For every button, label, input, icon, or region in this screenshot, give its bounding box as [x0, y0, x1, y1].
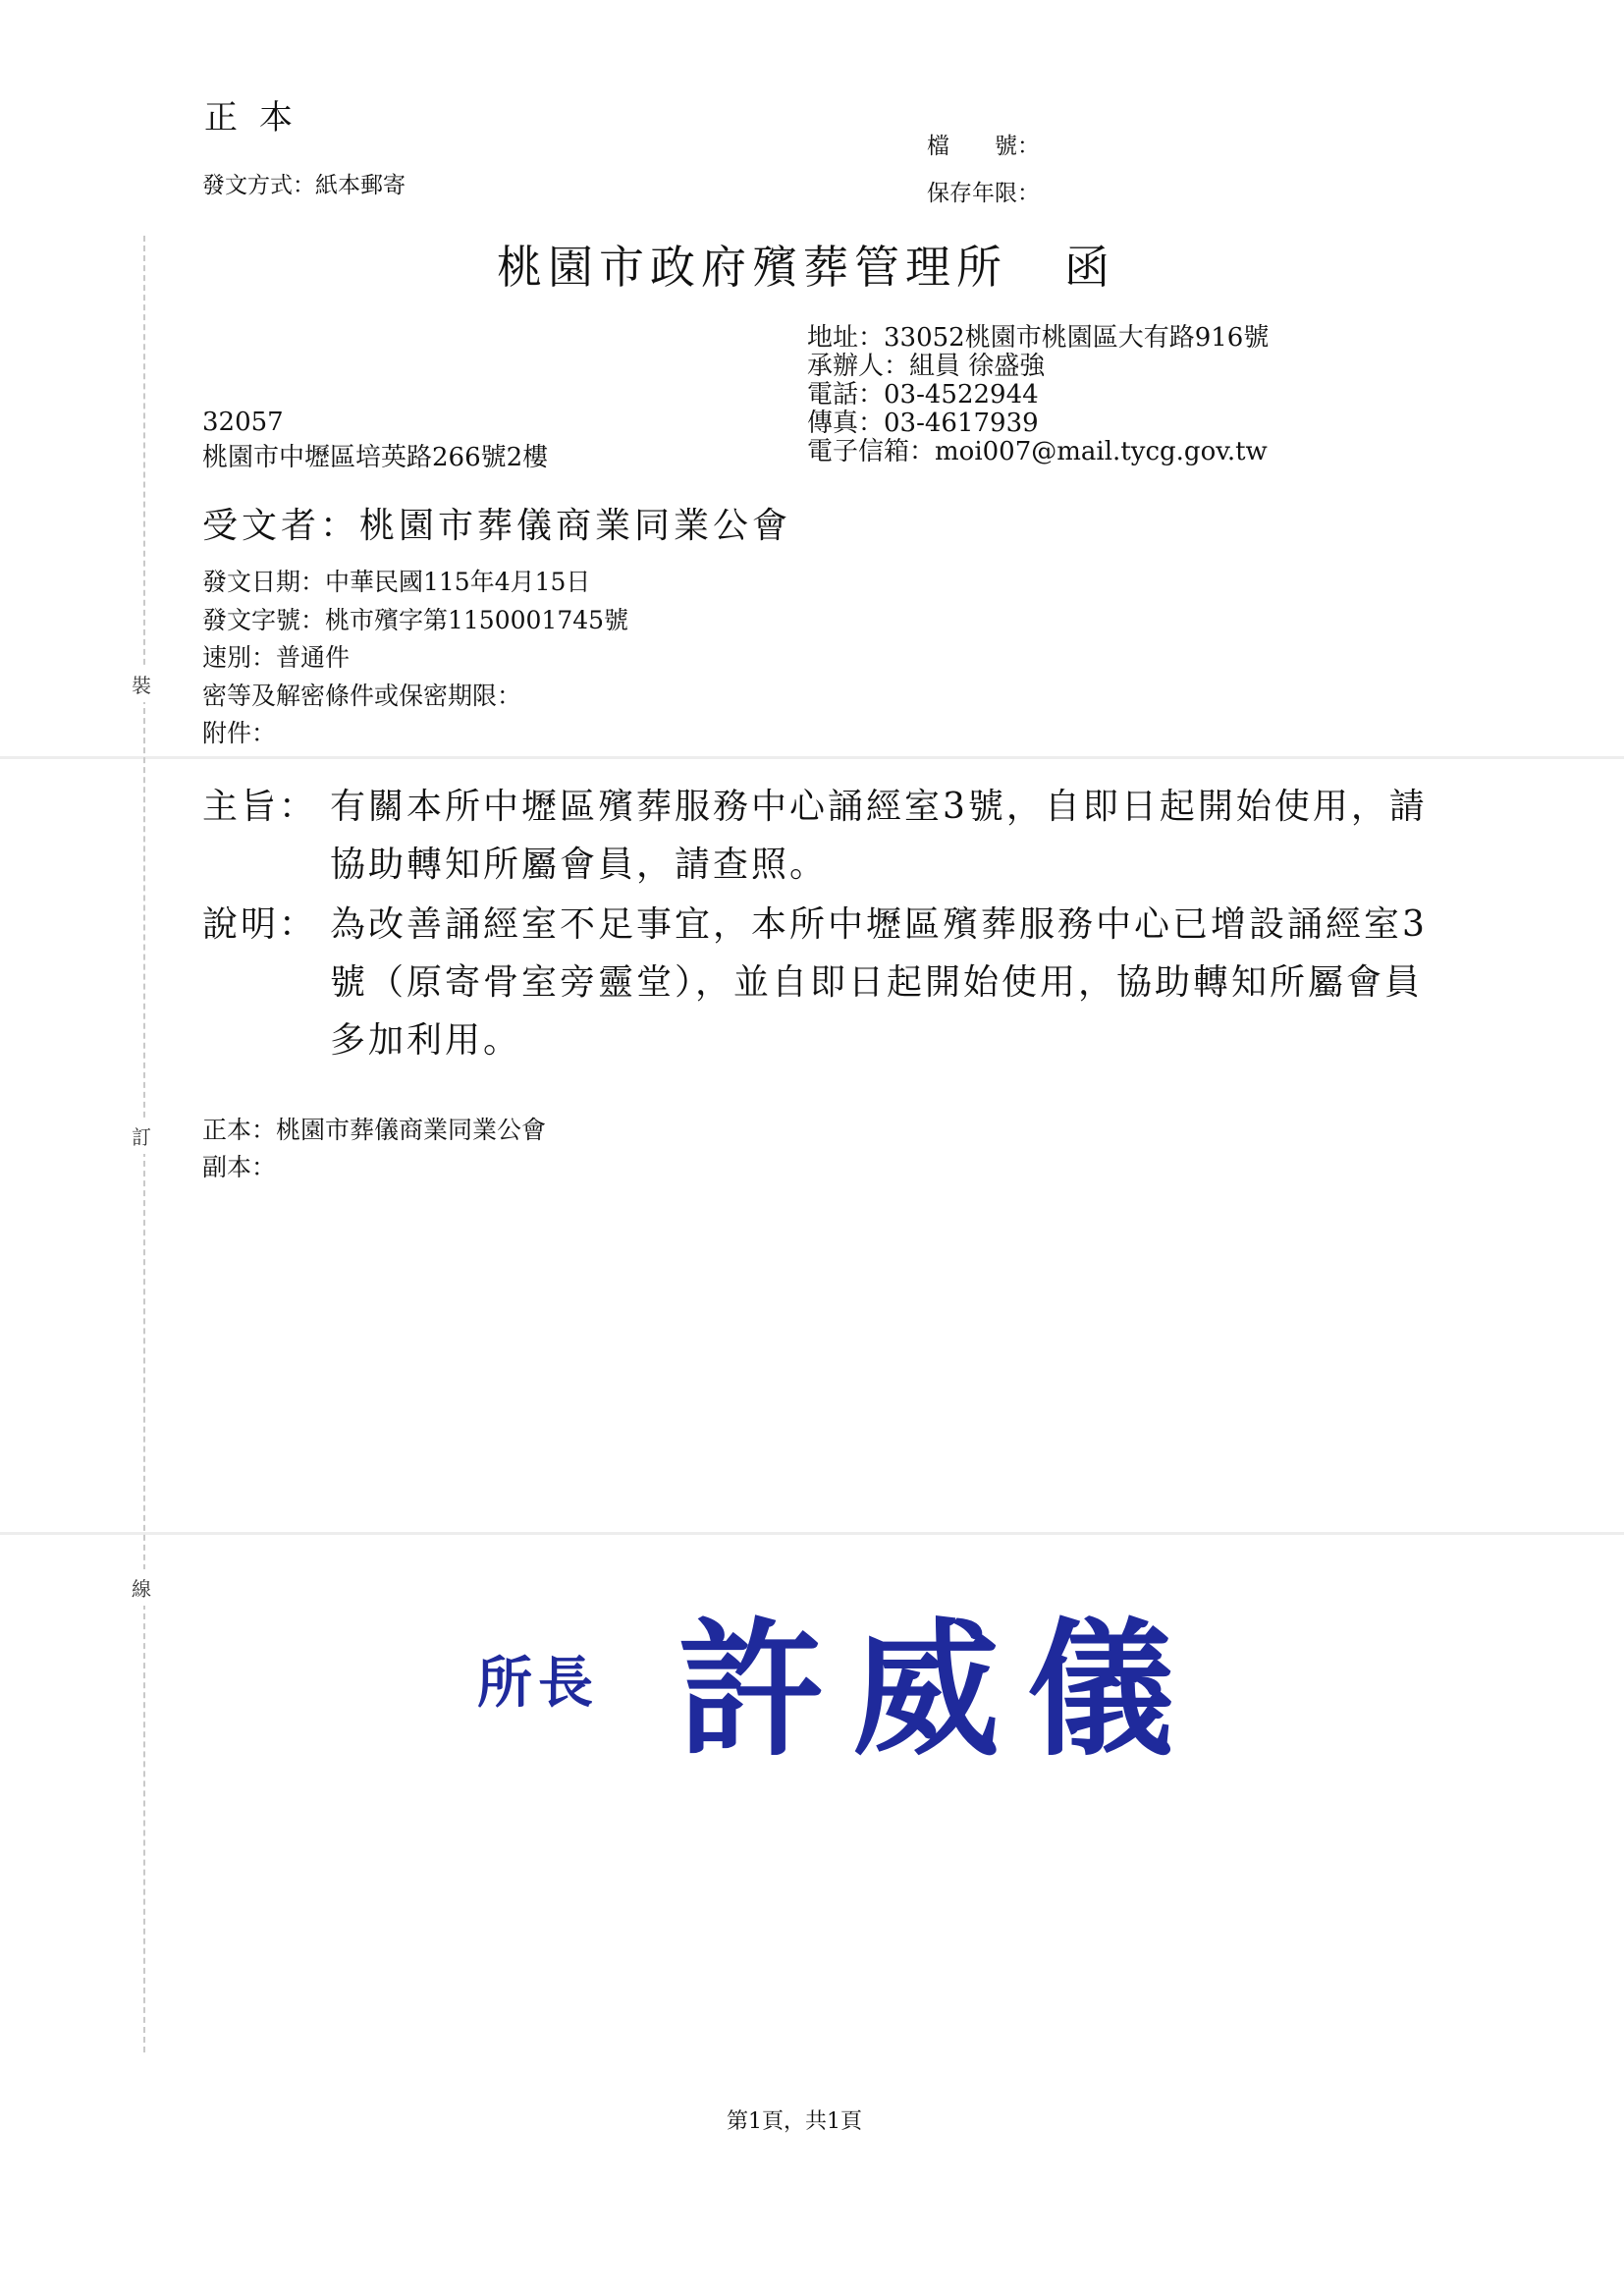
recipient-address	[202, 405, 548, 475]
explanation-label: 說明：	[202, 904, 318, 945]
original-recipient: 正本：桃園市葬儀商業同業公會	[202, 1116, 547, 1144]
binding-mark-ding: 訂	[132, 1118, 151, 1154]
handler-label: 承辦人	[807, 352, 885, 381]
binding-mark-xian: 線	[132, 1569, 151, 1606]
explanation-text: 為改善誦經室不足事宜，本所中壢區殯葬服務中心已增設誦經室3號（原寄骨室旁靈堂），並自即日起開始使用，協助轉知所屬會員多加利用。	[330, 904, 1428, 1061]
address-value: ：33052桃園市桃園區大有路916號	[858, 323, 1270, 353]
recipient-street: 桃園市中壢區培英路266號2樓	[202, 443, 549, 472]
speed-class: 速別：普通件	[202, 643, 351, 672]
attachments: 附件：	[202, 719, 277, 747]
agency-name: 桃園市政府殯葬管理所	[497, 241, 1007, 294]
signature-name: 許威儀	[677, 1604, 1203, 1776]
page-number: 第1頁，共1頁	[727, 2109, 862, 2134]
paper-fold-line	[0, 756, 1624, 759]
secrecy-level: 密等及解密條件或保密期限：	[202, 681, 522, 710]
subject-section	[202, 778, 1430, 894]
document-number: 發文字號：桃市殯字第1150001745號	[202, 605, 629, 634]
email-value: ：moi007@mail.tycg.gov.tw	[909, 437, 1268, 466]
phone-value: ：03-4522944	[858, 380, 1039, 410]
binding-mark-zhuang: 裝	[132, 666, 151, 702]
copy-recipient: 副本：	[202, 1153, 277, 1181]
subject-label: 主旨：	[202, 787, 318, 827]
dispatch-date: 發文日期：中華民國115年4月15日	[202, 568, 591, 596]
paper-fold-line	[0, 1532, 1624, 1535]
retention-period: 保存年限：	[927, 181, 1040, 206]
document-title	[497, 232, 1115, 297]
fax-label: 傳真	[807, 409, 859, 438]
signature-role: 所長	[477, 1651, 599, 1716]
handler-value: ：組員 徐盛強	[884, 352, 1046, 381]
receiver: 受文者：桃園市葬儀商業同業公會	[202, 506, 792, 546]
explanation-section	[202, 896, 1430, 1069]
dispatch-method: 發文方式：紙本郵寄	[202, 173, 406, 198]
subject-text: 有關本所中壢區殯葬服務中心誦經室3號，自即日起開始使用，請協助轉知所屬會員，請查照。	[330, 787, 1428, 885]
fax-value: ：03-4617939	[858, 409, 1039, 438]
email-label: 電子信箱	[807, 437, 910, 466]
address-label: 地址	[807, 323, 859, 353]
phone-label: 電話	[807, 380, 859, 410]
dispatch-info	[202, 564, 628, 753]
distribution-list	[202, 1112, 546, 1186]
recipient-postcode: 32057	[202, 408, 284, 437]
copy-type-label: 正本	[204, 98, 314, 137]
document-kind: 函	[1064, 241, 1115, 294]
contact-block	[807, 324, 1269, 466]
file-number: 檔 號：	[927, 134, 1040, 159]
